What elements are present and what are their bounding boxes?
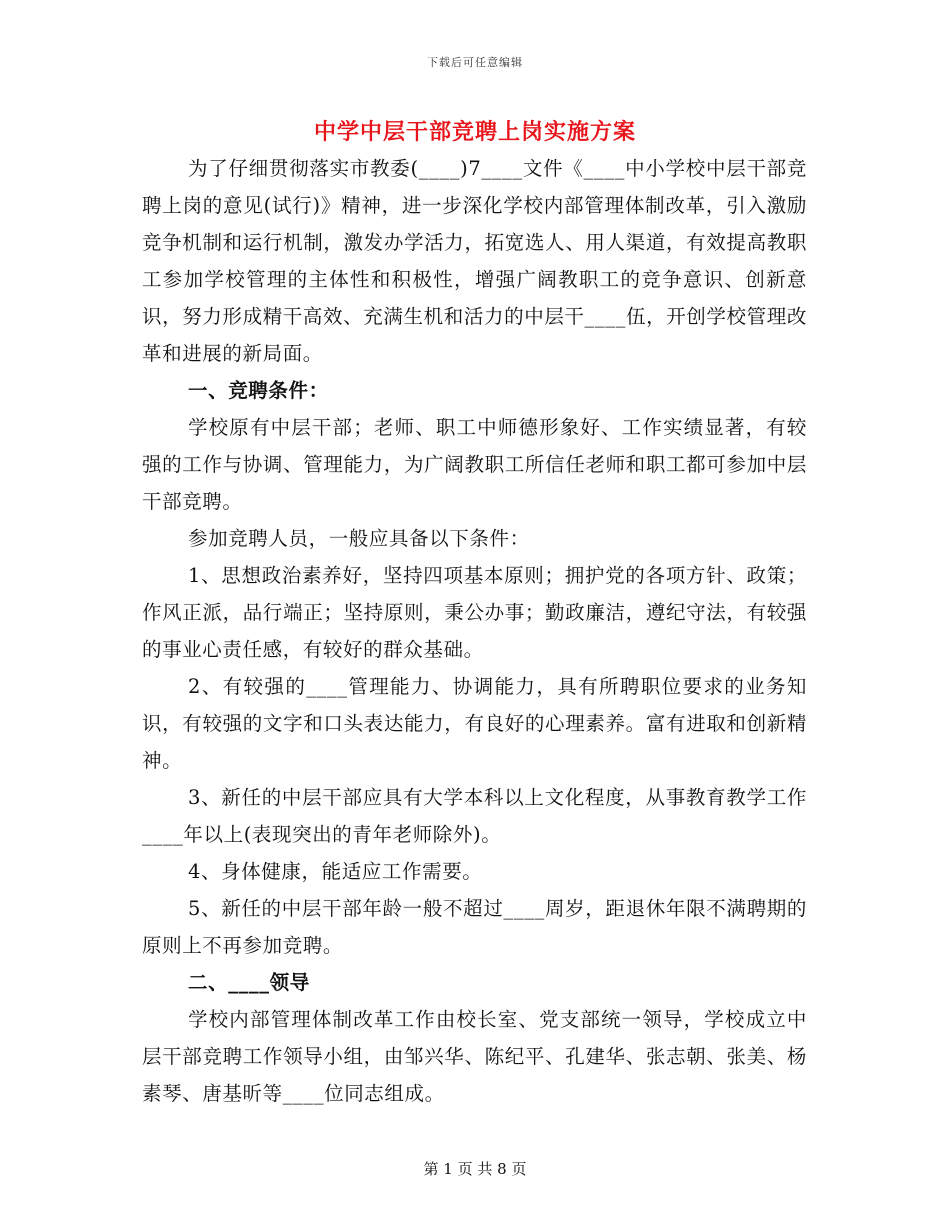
page-header-note: 下载后可任意编辑	[427, 56, 523, 69]
conditions-paragraph: 学校原有中层干部；老师、职工中师德形象好、工作实绩显著，有较强的工作与协调、管理能力，为广阔教职工所信任老师和职工都可参加中层干部竞聘。	[142, 416, 807, 513]
intro-paragraph: 为了仔细贯彻落实市教委(____)7____文件《____中小学校中层干部竞聘上岗的意见(试行)》精神，进一步深化学校内部管理体制改革，引入激励竞争机制和运行机制，激发办学活力，拓宽选人、用人渠道，有效提高教职工参加学校管理的主体性和积极性，增强广阔教职工的竞争意识、创新意识，努力形成精干高效、充满生机和活力的中层干____伍，开创学校管理改革和进展的新局面。	[142, 157, 807, 365]
requirement-item-2: 2、有较强的____管理能力、协调能力，具有所聘职位要求的业务知识，有较强的文字和口头表达能力，有良好的心理素养。富有进取和创新精神。	[142, 675, 807, 772]
requirement-item-3: 3、新任的中层干部应具有大学本科以上文化程度，从事教育教学工作____年以上(表现突出的青年老师除外)。	[142, 786, 807, 846]
page-footer-number: 第 1 页 共 8 页	[423, 1160, 527, 1178]
document-title: 中学中层干部竞聘上岗实施方案	[313, 119, 636, 145]
requirement-item-5: 5、新任的中层干部年龄一般不超过____周岁，距退休年限不满聘期的原则上不再参加竞聘。	[142, 897, 807, 957]
document-body	[142, 150, 807, 1112]
requirements-intro: 参加竞聘人员，一般应具备以下条件：	[188, 527, 530, 550]
section-heading-leadership: 二、____领导	[188, 971, 310, 994]
leadership-paragraph: 学校内部管理体制改革工作由校长室、党支部统一领导，学校成立中层干部竞聘工作领导小组，由邹兴华、陈纪平、孔建华、张志朝、张美、杨素琴、唐基昕等____位同志组成。	[142, 1008, 807, 1105]
section-heading-conditions: 一、竞聘条件：	[188, 379, 329, 402]
requirement-item-1: 1、思想政治素养好，坚持四项基本原则；拥护党的各项方针、政策；作风正派，品行端正；坚持原则，秉公办事；勤政廉洁，遵纪守法，有较强的事业心责任感，有较好的群众基础。	[142, 564, 807, 661]
requirement-item-4: 4、身体健康，能适应工作需要。	[188, 860, 483, 883]
